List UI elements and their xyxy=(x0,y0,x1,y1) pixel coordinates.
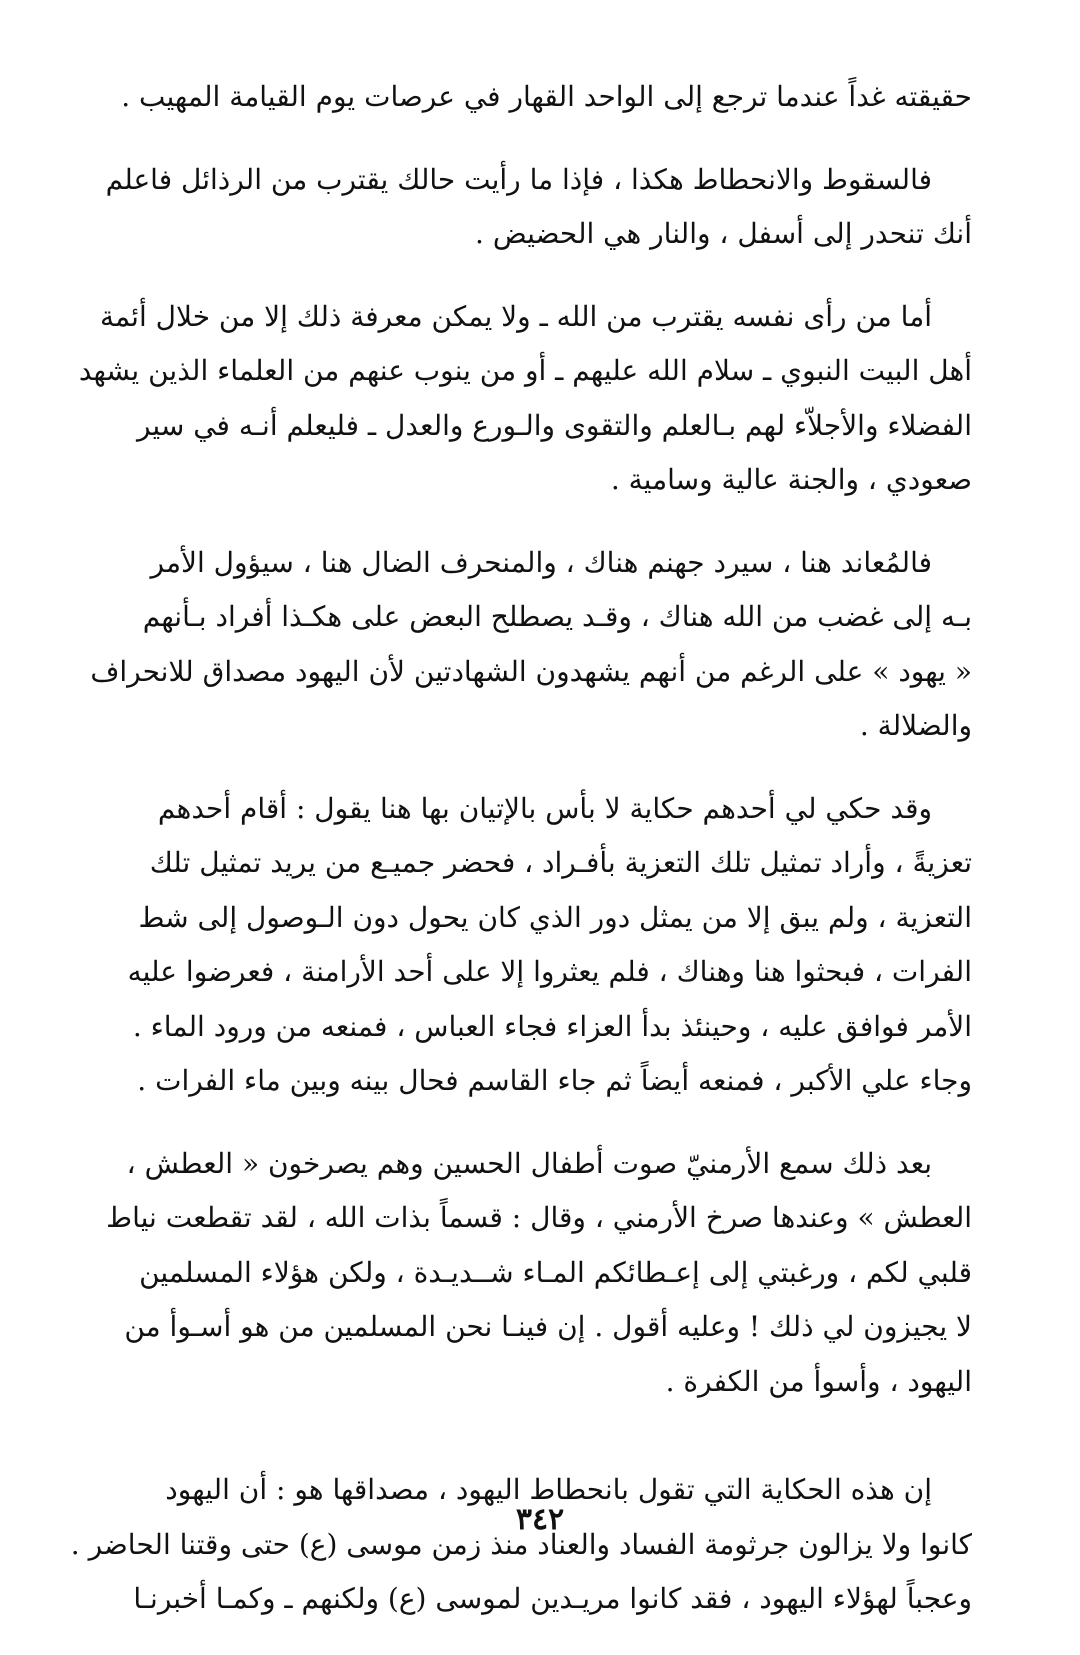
text-line: والضلالة . xyxy=(859,709,972,742)
text-line: بعد ذلك سمع الأرمنيّ صوت أطفال الحسين وهم يصرخون « العطش ، xyxy=(126,1146,932,1180)
paragraph-5 xyxy=(112,782,972,1109)
text-line: صعودي ، والجنة عالية وسامية . xyxy=(610,463,972,496)
text-line: أنك تنحدر إلى أسفل ، والنار هي الحضيض . xyxy=(475,217,972,250)
paragraph-2 xyxy=(105,153,972,262)
paragraph-4 xyxy=(90,536,972,754)
text-line: إن هذه الحكاية التي تقول بانحطاط اليهود ، مصداقها هو : أن اليهود xyxy=(165,1473,932,1506)
text-line: الفضلاء والأجلاّء لهم بـالعلم والتقوى والـورع والعدل ـ فليعلم أنـه في سير xyxy=(136,408,972,442)
page-number: ٣٤٢ xyxy=(515,1502,565,1537)
text-line: الفرات ، فبحثوا هنا وهناك ، فلم يعثروا إلا على أحد الأرامنة ، فعرضوا عليه xyxy=(127,955,972,988)
paragraph-1 xyxy=(112,70,972,125)
text-line: العطش » وعندها صرخ الأرمني ، وقال : قسماً بذات الله ، لقد تقطعت نياط xyxy=(106,1201,972,1234)
text-line: أهل البيت النبوي ـ سلام الله عليهم ـ أو من ينوب عنهم من العلماء الذين يشهد xyxy=(78,354,972,387)
text-line: تعزيةً ، وأراد تمثيل تلك التعزية بأفـراد ، فحضر جميـع من يريد تمثيل تلك xyxy=(149,846,972,879)
text-line: التعزية ، ولم يبق إلا من يمثل دور الذي كان يحول دون الـوصول إلى شط xyxy=(138,900,972,934)
text-line: لا يجيزون لي ذلك ! وعليه أقول . إن فينـا نحن المسلمين من هو أسـوأ من xyxy=(124,1310,972,1343)
text-line: بـه إلى غضب من الله هناك ، وقـد يصطلح البعض على هكـذا أفراد بـأنهم xyxy=(142,600,972,633)
paragraph-6 xyxy=(106,1137,972,1410)
body-text xyxy=(70,70,972,1655)
text-line: فالمُعاند هنا ، سيرد جهنم هناك ، والمنحرف الضال هنا ، سيؤول الأمر xyxy=(150,545,932,579)
text-line: فالسقوط والانحطاط هكذا ، فإذا ما رأيت حالك يقترب من الرذائل فاعلم xyxy=(105,162,932,196)
text-line: اليهود ، وأسوأ من الكفرة . xyxy=(665,1364,972,1398)
text-line: « يهود » على الرغم من أنهم يشهدون الشهادتين لأن اليهود مصداق للانحراف xyxy=(90,654,972,688)
text-line: حقيقته غداً عندما ترجع إلى الواحد القهار في عرصات يوم القيامة المهيب . xyxy=(121,80,972,113)
text-line: كانوا ولا يزالون جرثومة الفساد والعناد منذ زمن موسى (ع) حتى وقتنا الحاضر . xyxy=(70,1527,972,1561)
text-line: وعجباً لهؤلاء اليهود ، فقد كانوا مريـدين لموسى (ع) ولكنهم ـ وكمـا أخبرنـا xyxy=(133,1582,972,1615)
text-line: الأمر فوافق عليه ، وحينئذ بدأ العزاء فجاء العباس ، فمنعه من ورود الماء . xyxy=(132,1009,972,1043)
text-line: وجاء علي الأكبر ، فمنعه أيضاً ثم جاء القاسم فحال بينه وبين ماء الفرات . xyxy=(137,1064,972,1097)
text-line: قلبي لكم ، ورغبتي إلى إعـطائكم المـاء شــديـدة ، ولكن هؤلاء المسلمين xyxy=(139,1255,972,1289)
text-line: أما من رأى نفسه يقترب من الله ـ ولا يمكن معرفة ذلك إلا من خلال أئمة xyxy=(99,299,932,333)
paragraph-3 xyxy=(78,290,972,508)
paragraph-7 xyxy=(70,1463,972,1627)
text-line: وقد حكي لي أحدهم حكاية لا بأس بالإتيان بها هنا يقول : أقام أحدهم xyxy=(157,791,932,825)
